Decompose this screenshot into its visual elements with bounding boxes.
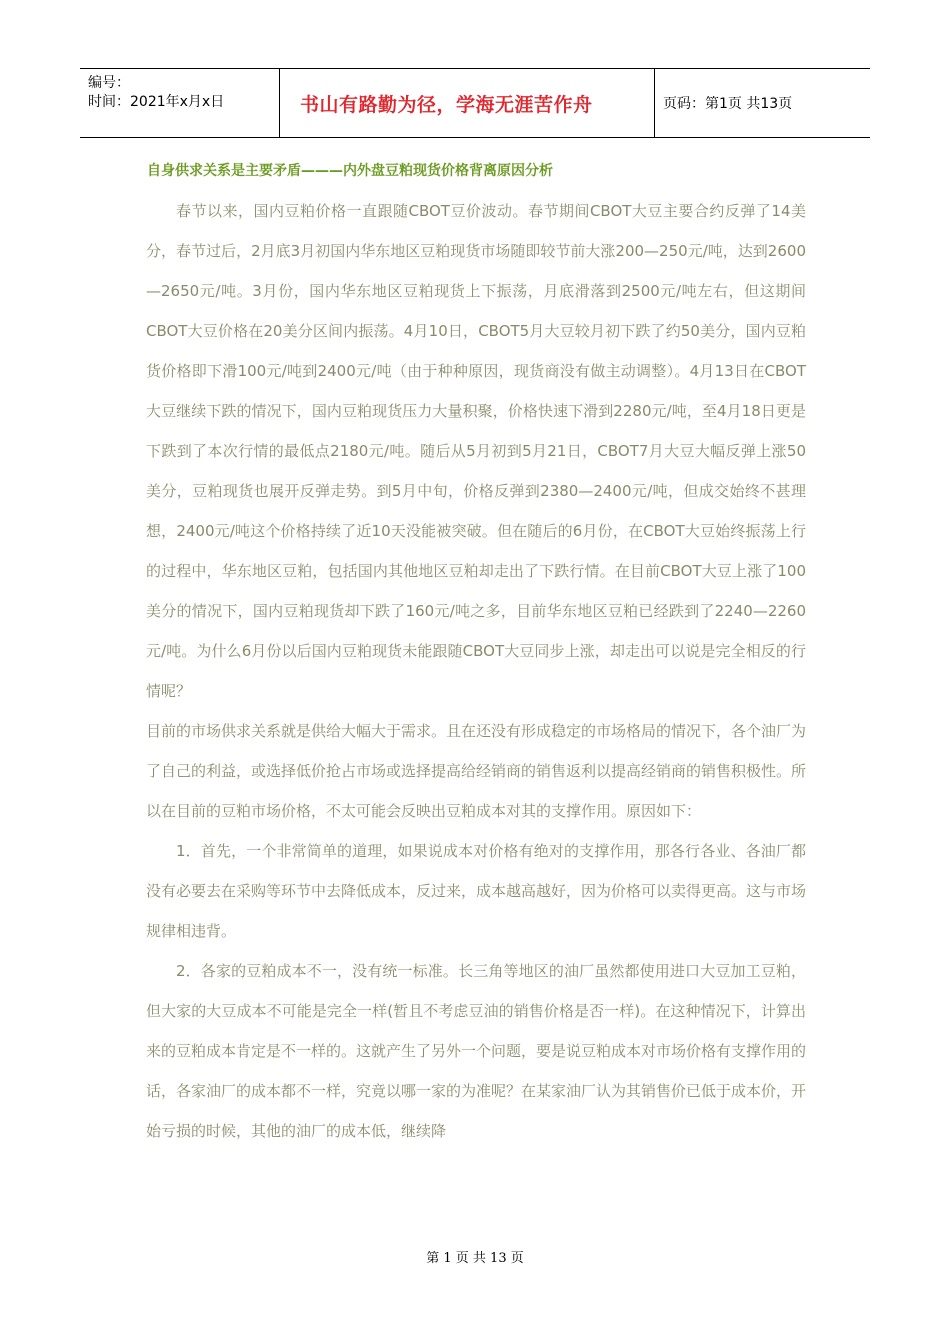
number-label: 编号： (88, 75, 130, 91)
document-title: 自身供求关系是主要矛盾———内外盘豆粕现货价格背离原因分析 (147, 163, 553, 179)
header-motto-cell (280, 69, 655, 137)
header-page-cell (655, 69, 870, 137)
time-label: 时间：2021年x月x日 (88, 94, 225, 110)
document-header (80, 68, 870, 138)
page-info: 页码：第1页 共13页 (663, 96, 793, 112)
paragraph: 1．首先，一个非常简单的道理，如果说成本对价格有绝对的支撑作用，那各行各业、各油厂都没有必要去在采购等环节中去降低成本，反过来，成本越高越好，因为价格可以卖得更高。这与市场规律相违背。 (146, 842, 807, 940)
paragraph: 春节以来，国内豆粕价格一直跟随CBOT豆价波动。春节期间CBOT大豆主要合约反弹了14美分，春节过后，2月底3月初国内华东地区豆粕现货市场随即较节前大涨200—250元/吨，达到2600—2650元/吨。3月份，国内华东地区豆粕现货上下振荡，月底滑落到2500元/吨左右，但这期间CBOT大豆价格在20美分区间内振荡。4月10日，CBOT5月大豆较月初下跌了约50美分，国内豆粕货价格即下滑100元/吨到2400元/吨（由于种种原因，现货商没有做主动调整）。4月13日在CBOT大豆继续下跌的情况下，国内豆粕现货压力大量积聚，价格快速下滑到2280元/吨，至4月18日更是下跌到了本次行情的最低点2180元/吨。随后从5月初到5月21日，CBOT7月大豆大幅反弹上涨50美分，豆粕现货也展开反弹走势。到5月中旬，价格反弹到2380—2400元/吨，但成交始终不甚理想，2400元/吨这个价格持续了近10天没能被突破。但在随后的6月份，在CBOT大豆始终振荡上行的过程中，华东地区豆粕，包括国内其他地区豆粕却走出了下跌行情。在目前CBOT大豆上涨了100美分的情况下，国内豆粕现货却下跌了160元/吨之多，目前华东地区豆粕已经跌到了2240—2260元/吨。为什么6月份以后国内豆粕现货未能跟随CBOT大豆同步上涨，却走出可以说是完全相反的行情呢？ (146, 202, 806, 700)
document-body (146, 191, 806, 1151)
paragraph: 2．各家的豆粕成本不一，没有统一标准。长三角等地区的油厂虽然都使用进口大豆加工豆粕，但大家的大豆成本不可能是完全一样(暂且不考虑豆油的销售价格是否一样)。在这种情况下，计算出来的豆粕成本肯定是不一样的。这就产生了另外一个问题，要是说豆粕成本对市场价格有支撑作用的话，各家油厂的成本都不一样，究竟以哪一家的为准呢？在某家油厂认为其销售价已低于成本价，开始亏损的时候，其他的油厂的成本低，继续降 (146, 962, 807, 1140)
motto-text: 书山有路勤为径，学海无涯苦作舟 (300, 93, 593, 116)
header-meta-cell (80, 69, 280, 137)
paragraph: 目前的市场供求关系就是供给大幅大于需求。且在还没有形成稳定的市场格局的情况下，各个油厂为了自己的利益，或选择低价抢占市场或选择提高给经销商的销售返利以提高经销商的销售积极性。所以在目前的豆粕市场价格，不太可能会反映出豆粕成本对其的支撑作用。原因如下： (146, 722, 807, 820)
page-footer: 第 1 页 共 13 页 (426, 1251, 524, 1266)
